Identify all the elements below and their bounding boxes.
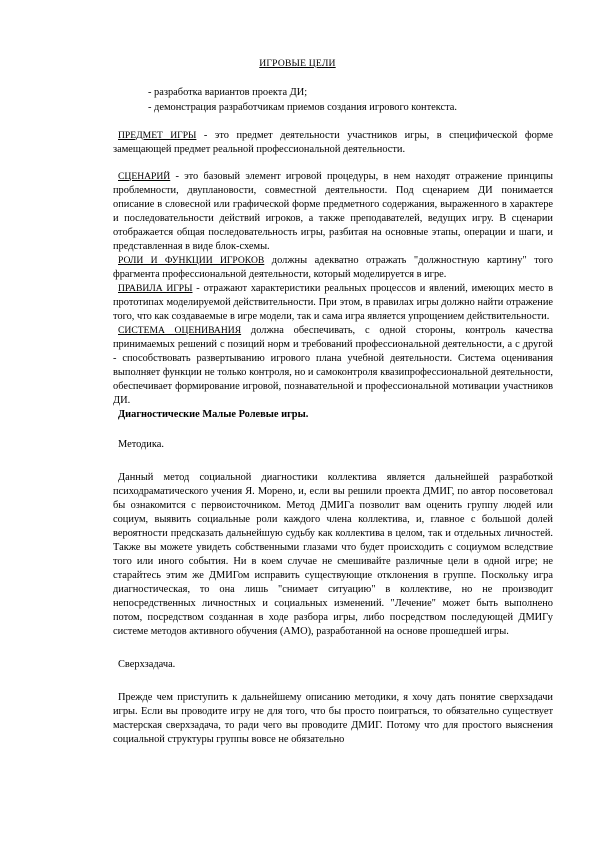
rules-text: - отражают характеристики реальных процессов и явлений, имеющих место в прототипах моделируемой действительности. При этом, в правилах игры должно найти отражение того, что как создаваемые в игре модели, так и сама игра является упрощением действительности. (113, 283, 553, 322)
page-title: ИГРОВЫЕ ЦЕЛИ (259, 58, 336, 69)
subject-paragraph (113, 129, 553, 157)
subject-term: ПРЕДМЕТ ИГРЫ (118, 130, 197, 141)
roles-text: должны адекватно отражать "должностную картину" того фрагмента профессиональной деятельности, который моделируется в игре. (113, 255, 553, 280)
roles-term: РОЛИ И ФУНКЦИИ ИГРОКОВ (118, 255, 265, 266)
subject-text: - это предмет деятельности участников игры, в специфической форме замещающей предмет реальной профессиональной деятельности. (113, 130, 553, 155)
rules-paragraph (113, 282, 553, 324)
roles-paragraph (113, 254, 553, 282)
goal-item: - демонстрация разработчикам приемов создания игрового контекста. (148, 102, 458, 113)
section-heading-bold: Диагностические Малые Ролевые игры. (118, 409, 309, 420)
supertask-paragraph: Прежде чем приступить к дальнейшему описанию методики, я хочу дать понятие сверхзадачи игры. Если вы проводите игру не для того, что бы просто поиграться, то обязательно существует мастерская сверхзадача, то ради чего вы проводите ДМИГ. Потому что для простого выяснения социальной структуры группы вовсе не обязательно (113, 692, 553, 745)
evaluation-term: СИСТЕМА ОЦЕНИВАНИЯ (118, 325, 242, 336)
supertask-heading: Сверхзадача. (118, 659, 176, 670)
goals-list (148, 85, 457, 115)
scenario-text: - это базовый элемент игровой процедуры, в нем находят отражение принципы проблемности, двуплановости, совместной деятельности. Под сценарием ДИ понимается описание в словесной или графической форме предметного содержания, выраженного в характере и последовательности действий игроков, а также преподавателей, ведущих игру. В сценарии отображается общая последовательность игры, разбитая на основные этапы, операции и шаги, и представленная в виде блок-схемы. (113, 171, 553, 252)
rules-term: ПРАВИЛА ИГРЫ (118, 283, 193, 294)
scenario-term: СЦЕНАРИЙ (118, 171, 171, 182)
evaluation-text: должна обеспечивать, с одной стороны, контроль качества принимаемых решений с позиций норм и требований профессиональной деятельности, а с другой - способствовать развертыванию игрового плана учебной деятельности. Система оценивания выполняет функции не только контроля, но и самоконтроля квазипрофессиональной деятельности, обеспечивает формирование игровой, познавательной и профессиональной мотивации участников ДИ. (113, 325, 553, 406)
methodology-paragraph: Данный метод социальной диагностики коллектива является дальнейшей разработкой психодраматического учения Я. Морено, и, если вы решили проекта ДМИГ, по автор посоветовал бы ознакомится с первоисточником. Метод ДМИГа позволит вам оценить группу людей или социум, выявить социальные роли каждого члена коллектива, и, главное с большой долей вероятности предсказать дальнейшую судьбу как коллектива в целом, так и отдельных личностей. Также вы можете увидеть собственными глазами что будет происходить с социумом вследствие того или иного события. Ни в коем случае не смешивайте различные цели в одной игре; не старайтесь этим же ДМИГом исправить существующие отклонения в группе. Поскольку игра диагностическая, то она лишь "снимает ситуацию" в коллективе, но не производит непосредственных личностных и социальных изменений. "Лечение" может быть выполнено потом, посредством созданная в ходе разбора игры, либо посредством последующей ДМИГу системе методов активного обучения (АМО), разработанной на основе прошедшей игры. (113, 472, 553, 637)
body-text (113, 129, 553, 157)
definitions-block (113, 170, 553, 747)
goal-item: - разработка вариантов проекта ДИ; (148, 87, 308, 98)
evaluation-paragraph (113, 324, 553, 408)
methodology-heading: Методика. (118, 439, 164, 450)
scenario-paragraph (113, 170, 553, 254)
